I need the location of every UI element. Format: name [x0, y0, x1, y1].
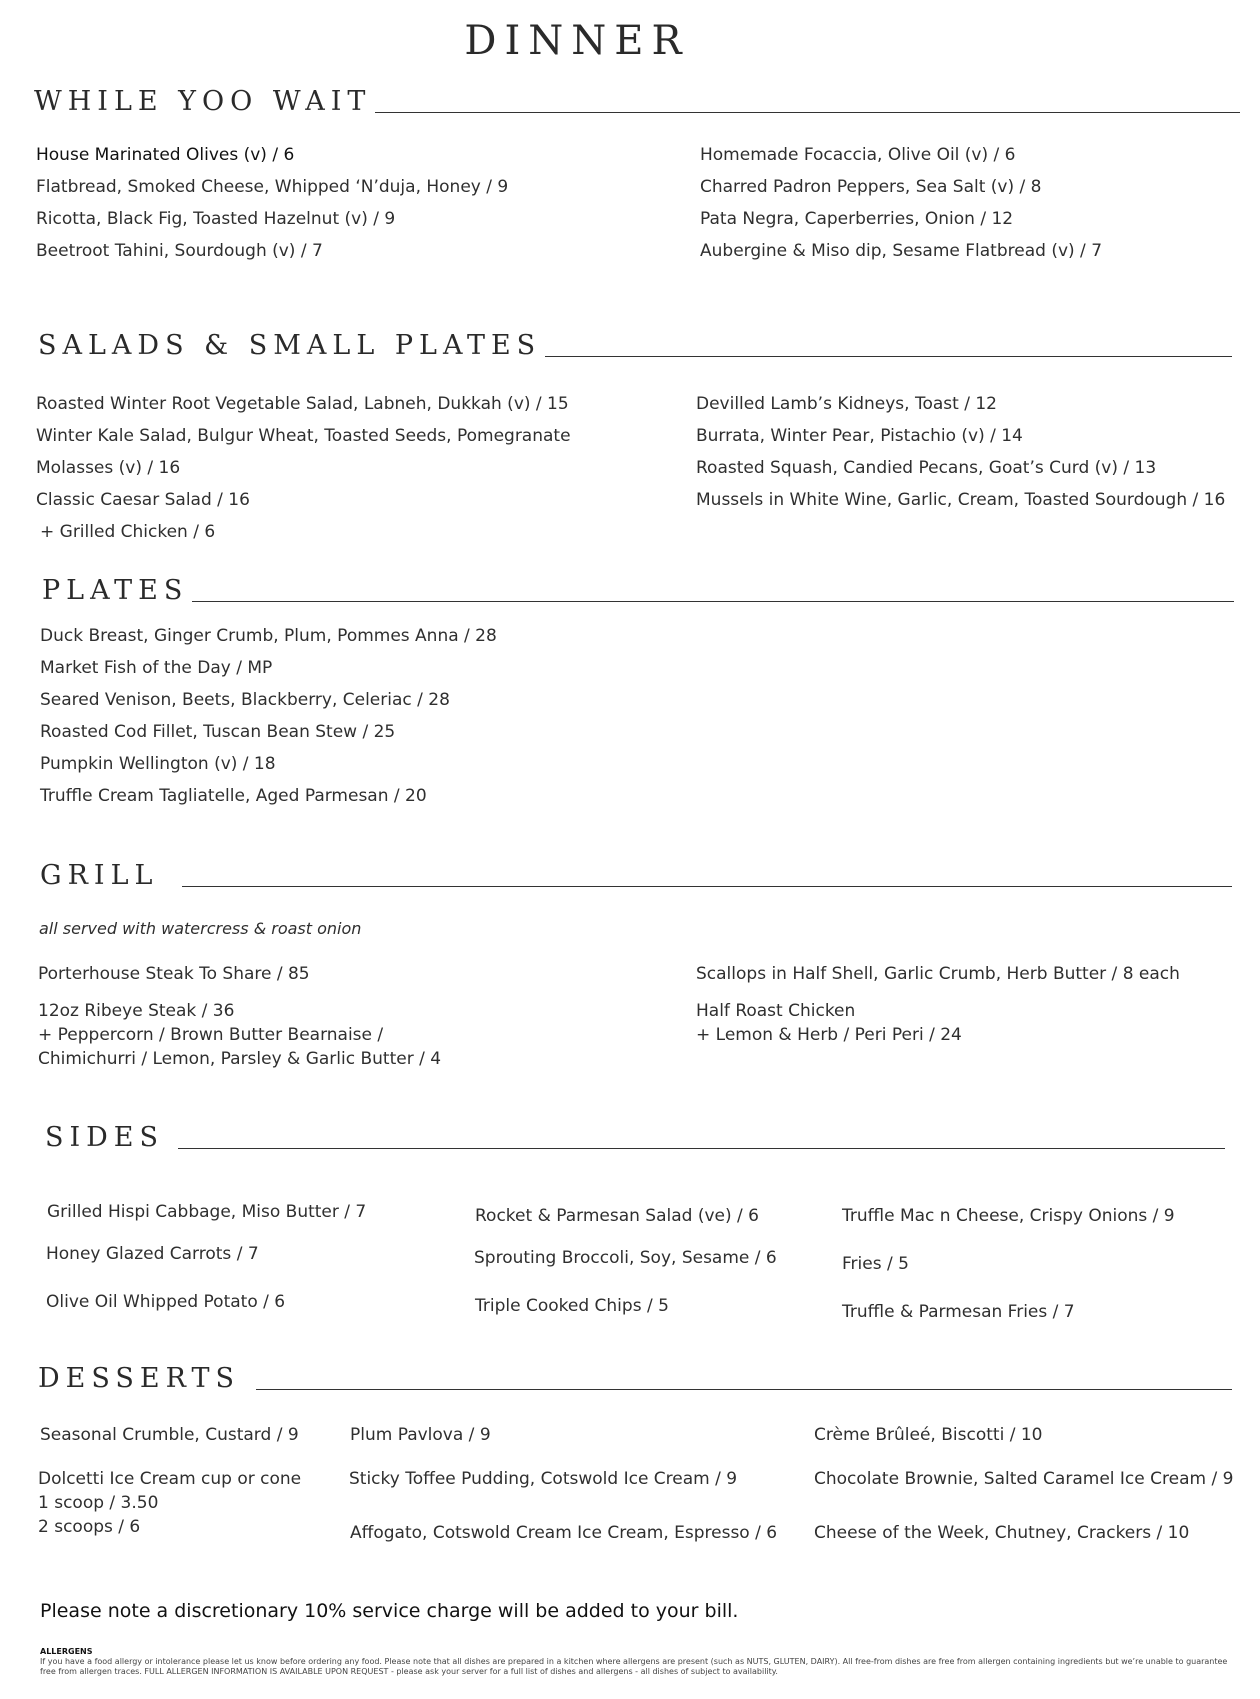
menu-item: Triple Cooked Chips / 5	[475, 1296, 669, 1316]
menu-item: Rocket & Parmesan Salad (ve) / 6	[475, 1206, 759, 1226]
menu-item: Plum Pavlova / 9	[350, 1425, 491, 1445]
menu-item: Roasted Winter Root Vegetable Salad, Labneh, Dukkah (v) / 15	[36, 394, 569, 414]
menu-title: DINNER	[464, 18, 690, 64]
section-header-grill	[40, 862, 1232, 889]
section-divider	[192, 601, 1234, 602]
menu-item: Devilled Lamb’s Kidneys, Toast / 12	[696, 394, 997, 414]
menu-item: Roasted Cod Fillet, Tuscan Bean Stew / 25	[40, 722, 396, 742]
section-title: GRILL	[40, 860, 159, 891]
menu-item: Seared Venison, Beets, Blackberry, Celeriac / 28	[40, 690, 450, 710]
menu-item: House Marinated Olives (v) / 6	[36, 145, 295, 165]
menu-item: Olive Oil Whipped Potato / 6	[46, 1292, 286, 1312]
menu-item: Flatbread, Smoked Cheese, Whipped ‘N’duja, Honey / 9	[36, 177, 509, 197]
menu-item: Cheese of the Week, Chutney, Crackers / 10	[814, 1523, 1190, 1543]
section-divider	[256, 1389, 1232, 1390]
menu-item: Pata Negra, Caperberries, Onion / 12	[700, 209, 1014, 229]
menu-item: Truffle & Parmesan Fries / 7	[842, 1302, 1075, 1322]
section-title: WHILE YOO WAIT	[34, 86, 372, 117]
menu-item: Chimichurri / Lemon, Parsley & Garlic Butter / 4	[38, 1049, 442, 1069]
menu-item: Fries / 5	[842, 1254, 909, 1274]
section-header-sides	[45, 1124, 1225, 1151]
menu-item: Mussels in White Wine, Garlic, Cream, Toasted Sourdough / 16	[696, 490, 1226, 510]
menu-item: Scallops in Half Shell, Garlic Crumb, Herb Butter / 8 each	[696, 964, 1180, 984]
menu-item: Grilled Hispi Cabbage, Miso Butter / 7	[47, 1202, 367, 1222]
service-charge-note: Please note a discretionary 10% service charge will be added to your bill.	[40, 1600, 739, 1622]
section-header-desserts	[38, 1365, 1232, 1392]
menu-item: Chocolate Brownie, Salted Caramel Ice Cream / 9	[814, 1469, 1234, 1489]
menu-item: Affogato, Cotswold Cream Ice Cream, Espresso / 6	[350, 1523, 778, 1543]
menu-item: Porterhouse Steak To Share / 85	[38, 964, 310, 984]
section-subtitle: all served with watercress & roast onion	[39, 919, 362, 938]
menu-item: Aubergine & Miso dip, Sesame Flatbread (v) / 7	[700, 241, 1103, 261]
section-header-salads	[38, 332, 1232, 359]
menu-item: Market Fish of the Day / MP	[40, 658, 273, 678]
menu-item: Sticky Toffee Pudding, Cotswold Ice Cream / 9	[349, 1469, 738, 1489]
section-title: SIDES	[45, 1122, 165, 1153]
menu-item: Pumpkin Wellington (v) / 18	[40, 754, 276, 774]
section-title: PLATES	[42, 575, 189, 606]
allergens-title: ALLERGENS	[40, 1647, 93, 1656]
menu-item: Ricotta, Black Fig, Toasted Hazelnut (v) / 9	[36, 209, 396, 229]
menu-item: + Peppercorn / Brown Butter Bearnaise /	[38, 1025, 384, 1045]
menu-item: Winter Kale Salad, Bulgur Wheat, Toasted Seeds, Pomegranate	[36, 426, 571, 446]
menu-item: Truffle Cream Tagliatelle, Aged Parmesan / 20	[40, 786, 427, 806]
menu-item: Classic Caesar Salad / 16	[36, 490, 250, 510]
menu-item: 1 scoop / 3.50	[38, 1493, 159, 1513]
allergens-text: If you have a food allergy or intolerance please let us know before ordering any food. Please note that all dishes are prepared in a kitchen where allergens are present (such as NUTS, GLUTEN, DAIRY). All free-from dishes are free from allergen containing ingredients but we’re unable to guarantee free from allergen traces. FULL ALLERGEN INFORMATION IS AVAILABLE UPON REQUEST - please ask your server for a full list of dishes and allergens - all dishes of subject to availability.	[40, 1657, 1228, 1676]
section-divider	[178, 1148, 1225, 1149]
section-title: SALADS & SMALL PLATES	[38, 330, 542, 361]
menu-item: Sprouting Broccoli, Soy, Sesame / 6	[474, 1248, 777, 1268]
menu-item: Charred Padron Peppers, Sea Salt (v) / 8	[700, 177, 1042, 197]
menu-item: Dolcetti Ice Cream cup or cone	[38, 1469, 302, 1489]
menu-item: Crème Brûleé, Biscotti / 10	[814, 1425, 1043, 1445]
menu-item: 2 scoops / 6	[38, 1517, 141, 1537]
menu-item: Half Roast Chicken	[696, 1001, 856, 1021]
menu-item: Molasses (v) / 16	[36, 458, 181, 478]
menu-item: + Grilled Chicken / 6	[40, 522, 216, 542]
menu-item: Roasted Squash, Candied Pecans, Goat’s Curd (v) / 13	[696, 458, 1157, 478]
menu-item: Burrata, Winter Pear, Pistachio (v) / 14	[696, 426, 1023, 446]
menu-item: Truffle Mac n Cheese, Crispy Onions / 9	[842, 1206, 1175, 1226]
menu-item: Duck Breast, Ginger Crumb, Plum, Pommes Anna / 28	[40, 626, 497, 646]
menu-item: + Lemon & Herb / Peri Peri / 24	[696, 1025, 962, 1045]
menu-item: Beetroot Tahini, Sourdough (v) / 7	[36, 241, 323, 261]
section-header-while-you-wait	[34, 88, 1240, 115]
section-divider	[375, 112, 1240, 113]
menu-item: 12oz Ribeye Steak / 36	[38, 1001, 235, 1021]
menu-item: Honey Glazed Carrots / 7	[46, 1244, 259, 1264]
section-header-plates	[42, 577, 1234, 604]
section-divider	[545, 356, 1232, 357]
section-divider	[182, 886, 1232, 887]
section-title: DESSERTS	[38, 1363, 240, 1394]
menu-item: Homemade Focaccia, Olive Oil (v) / 6	[700, 145, 1016, 165]
menu-item: Seasonal Crumble, Custard / 9	[40, 1425, 299, 1445]
